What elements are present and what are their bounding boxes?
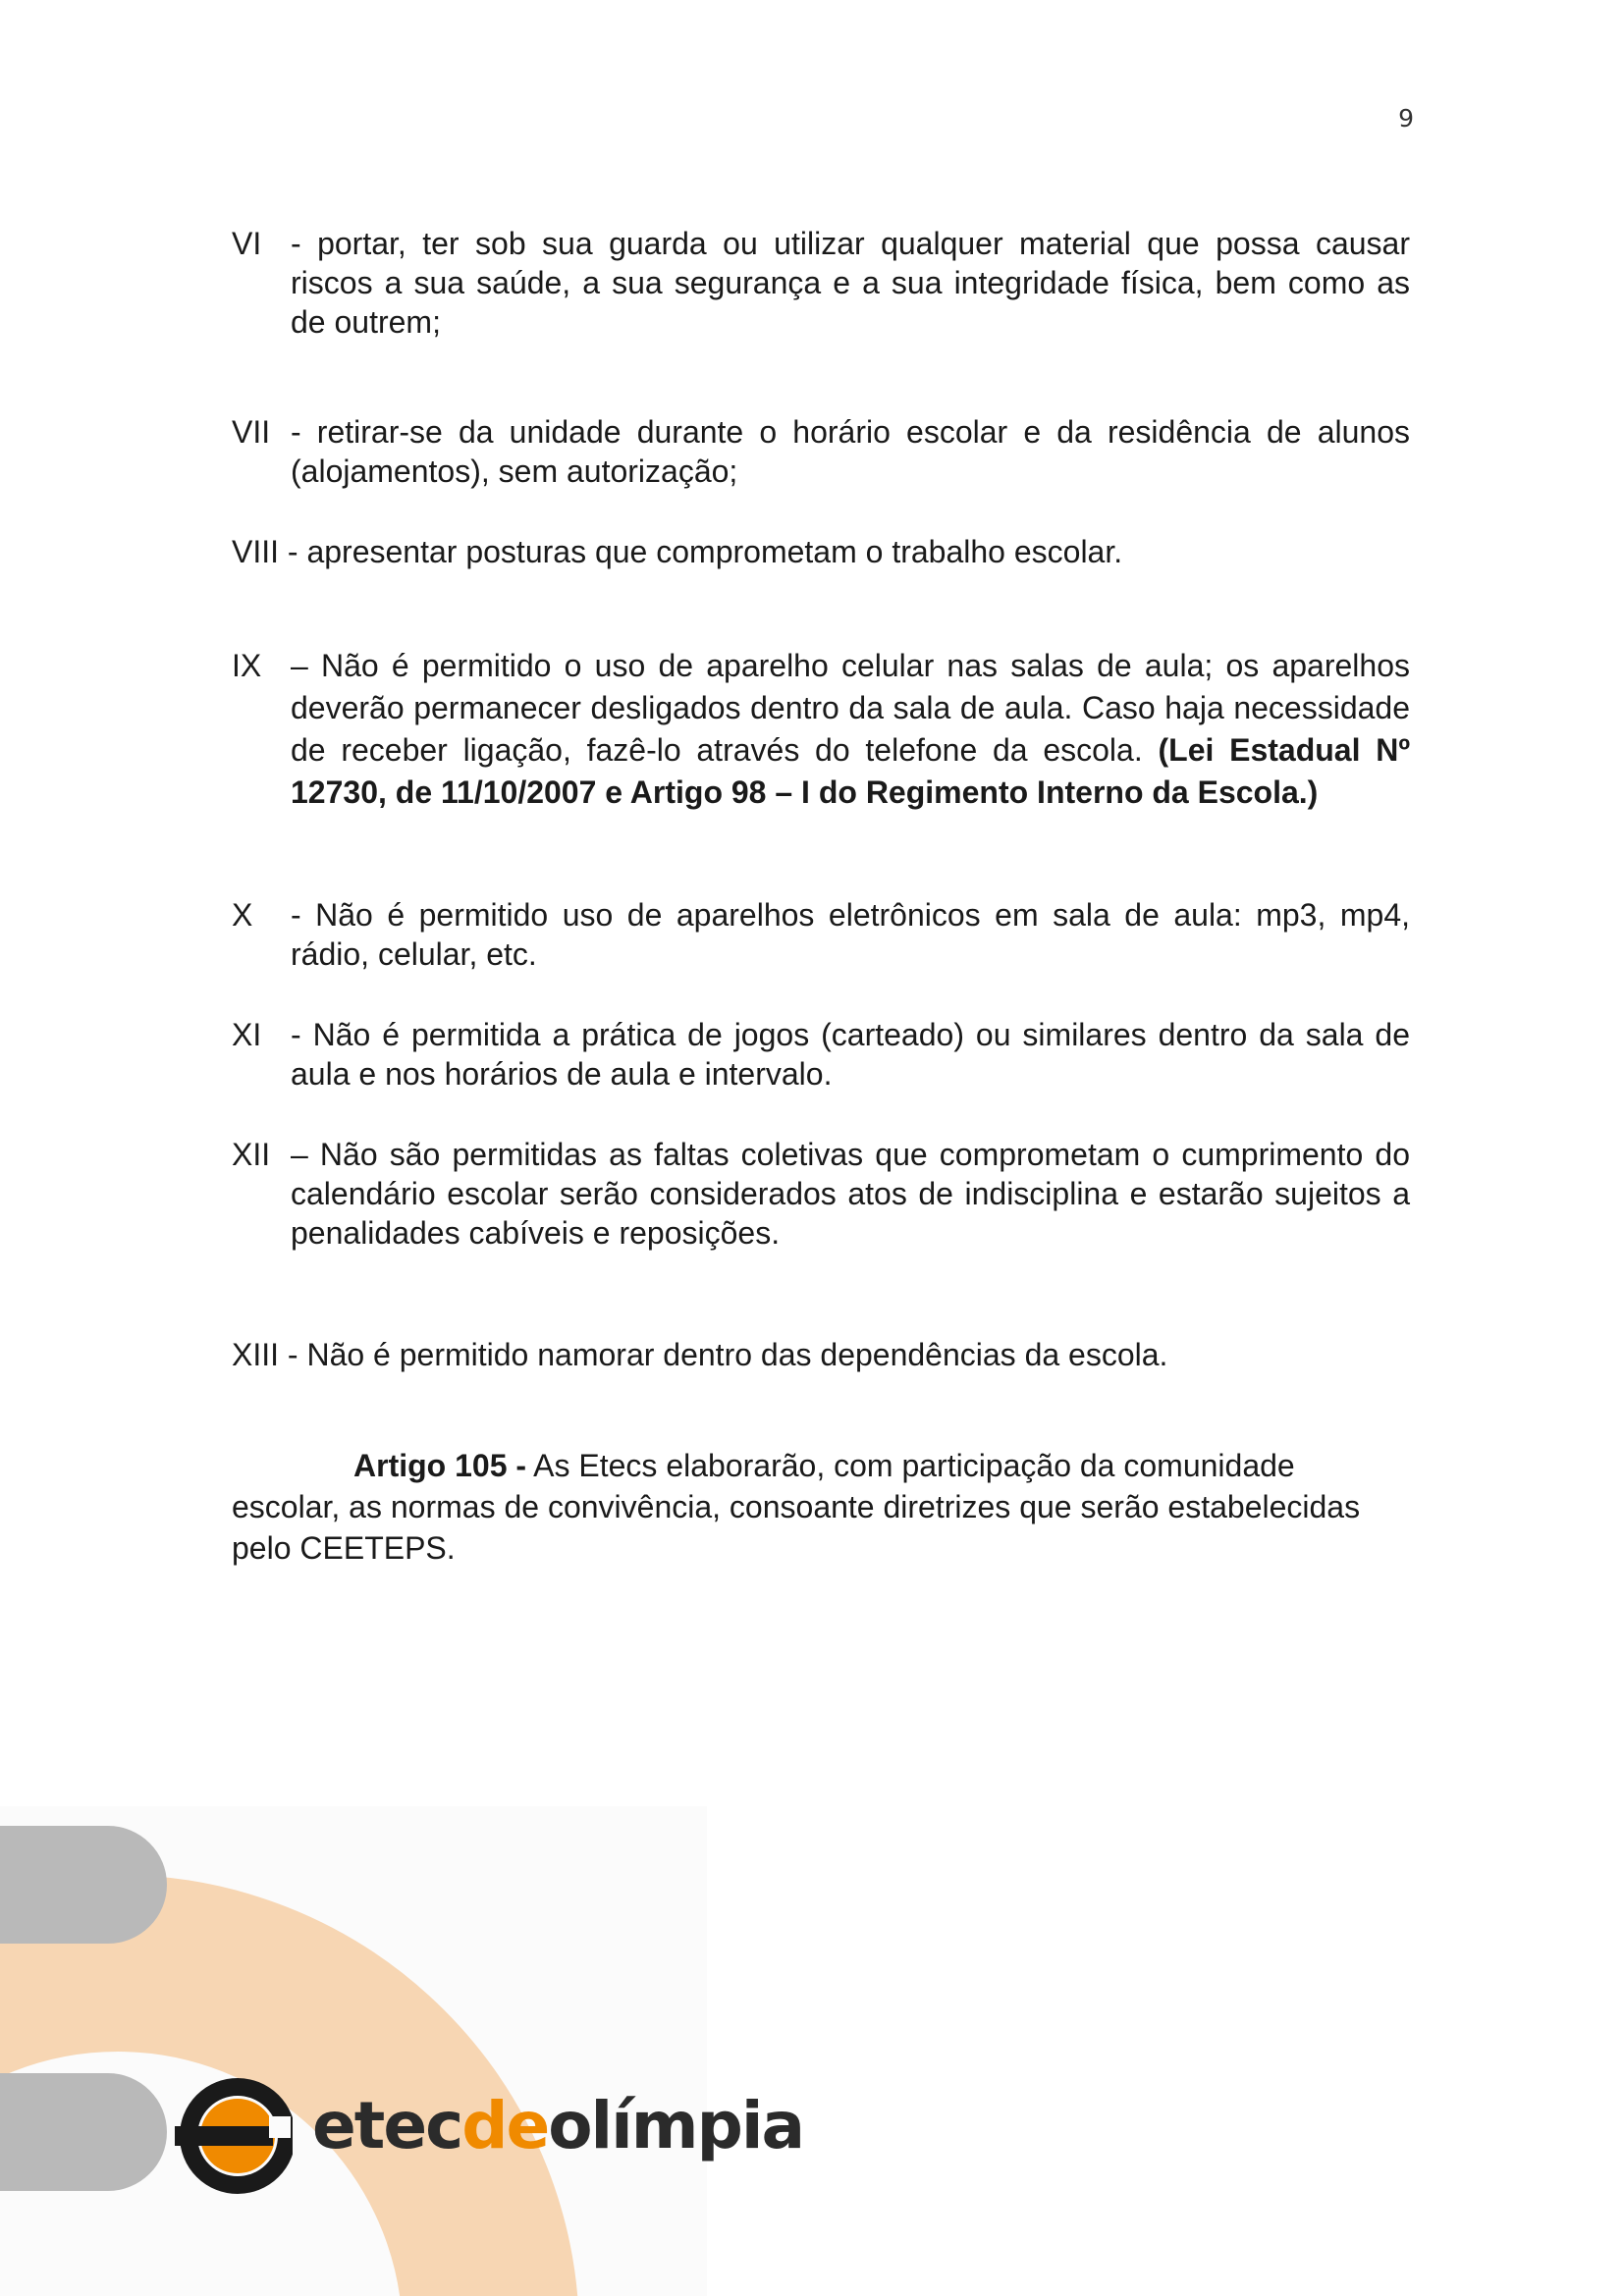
list-item-x xyxy=(232,895,1410,974)
item-number: X xyxy=(232,897,253,933)
list-item-xiii xyxy=(232,1335,1410,1374)
law-reference: (Lei Estadual Nº 12730, de 11/10/2007 e Artigo 98 – I do Regimento Interno da Escola.) xyxy=(291,732,1411,810)
item-number: XII xyxy=(232,1137,271,1172)
item-text-regular: – Não é permitido o uso de aparelho celular nas salas de aula; os aparelhos deverão permanecer desligados dentro da sala de aula. Caso haja necessidade de receber ligação, fazê-lo através do telefone da escola. xyxy=(291,648,1410,768)
item-text: – Não são permitidas as faltas coletivas que comprometam o cumprimento do calendário escolar serão considerados atos de indisciplina e estarão sujeitos a penalidades cabíveis e reposições. xyxy=(291,1137,1410,1251)
logo-wordmark: etecdeolímpia xyxy=(312,2088,803,2163)
item-text: VIII - apresentar posturas que comprometam o trabalho escolar. xyxy=(232,534,1123,569)
item-number: VII xyxy=(232,414,271,450)
list-item-xi xyxy=(232,1015,1410,1094)
article-text: As Etecs elaborarão, com participação da comunidade escolar, as normas de convivência, consoante diretrizes que serão estabelecidas pelo CEETEPS. xyxy=(232,1448,1361,1566)
list-item-vi xyxy=(232,224,1410,342)
list-item-xii xyxy=(232,1135,1410,1253)
item-text: - retirar-se da unidade durante o horário escolar e da residência de alunos (alojamentos), sem autorização; xyxy=(291,414,1410,489)
etec-symbol-icon xyxy=(175,2077,293,2195)
item-text xyxy=(291,645,1410,814)
decorative-arcs xyxy=(0,1806,707,2296)
footer-logo-graphic xyxy=(0,1806,707,2296)
article-105 xyxy=(232,1445,1410,1569)
item-text: XIII - Não é permitido namorar dentro das dependências da escola. xyxy=(232,1337,1168,1372)
list-item-ix xyxy=(232,645,1410,814)
item-number: VI xyxy=(232,226,262,261)
list-item-vii xyxy=(232,412,1410,491)
item-text: - portar, ter sob sua guarda ou utilizar qualquer material que possa causar riscos a sua saúde, a sua segurança e a sua integridade física, bem como as de outrem; xyxy=(291,226,1410,340)
item-text: - Não é permitido uso de aparelhos eletrônicos em sala de aula: mp3, mp4, rádio, celular, etc. xyxy=(291,897,1410,972)
item-number: XI xyxy=(232,1017,262,1052)
article-label: Artigo 105 - xyxy=(353,1448,527,1483)
item-text: - Não é permitida a prática de jogos (carteado) ou similares dentro da sala de aula e nos horários de aula e intervalo. xyxy=(291,1017,1410,1092)
item-number: IX xyxy=(232,648,262,683)
page-number: 9 xyxy=(1398,104,1414,133)
list-item-viii xyxy=(232,532,1410,571)
